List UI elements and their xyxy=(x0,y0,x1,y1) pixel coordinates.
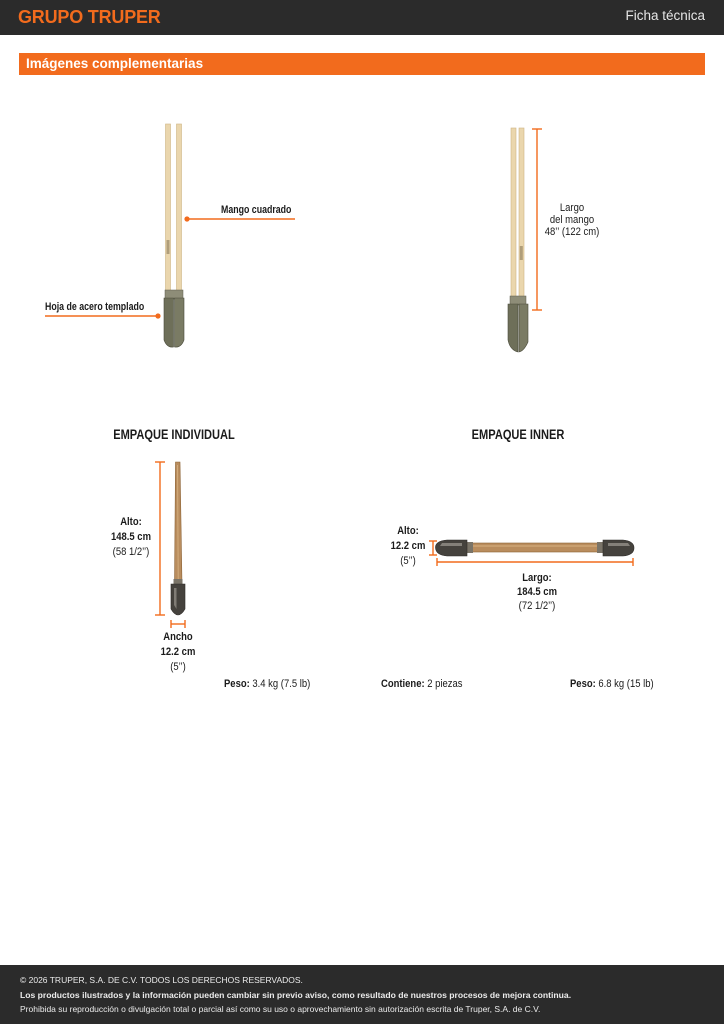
bundle-handle xyxy=(470,543,600,552)
handle-callout-line xyxy=(184,216,295,221)
inner-weight-caption: Peso: xyxy=(570,678,596,690)
inner-length-label xyxy=(503,571,572,613)
individual-package-image xyxy=(171,462,185,615)
digger-handle-left xyxy=(511,128,516,300)
inner-weight-value: 6.8 kg (15 lb) xyxy=(598,678,654,690)
individual-weight-caption: Peso: xyxy=(224,678,250,690)
digger-ferrule xyxy=(165,290,183,299)
digger-blade-left xyxy=(508,304,518,352)
digger-front-image xyxy=(164,124,184,347)
blade-sheen-right xyxy=(608,543,630,546)
inner-length-caption: Largo: xyxy=(522,572,552,584)
individual-weight-value: 3.4 kg (7.5 lb) xyxy=(252,678,311,690)
digger-handle-right xyxy=(177,124,182,296)
handle-length-label xyxy=(529,202,615,238)
digger-handle-right xyxy=(519,128,524,300)
digger-blade-right xyxy=(175,298,185,347)
handle-brand-mark xyxy=(167,240,170,254)
wrapped-blade xyxy=(171,584,185,615)
individual-width-cm: 12.2 cm xyxy=(160,646,196,658)
digger-side-image xyxy=(508,128,528,352)
individual-package-title: EMPAQUE INDIVIDUAL xyxy=(113,427,235,442)
footer-prohibition: Prohibida su reproducción o divulgación total o parcial así como su uso o aprovechamiento sin autorización escrita de Truper, S.A. de C.V. xyxy=(20,1004,541,1014)
inner-height-caption: Alto: xyxy=(397,525,419,537)
inner-contents-caption: Contiene: xyxy=(381,678,425,690)
individual-height-caption: Alto: xyxy=(120,516,142,528)
footer-notice: Los productos ilustrados y la información pueden cambiar sin previo aviso, como resultado de nuestros procesos de mejora continua. xyxy=(20,989,572,1000)
section-title: Imágenes complementarias xyxy=(26,56,204,71)
blade-sheen-left xyxy=(440,543,462,546)
handle-length-line1: Largo xyxy=(559,202,585,214)
blade-callout-line xyxy=(45,313,161,318)
digger-handle-left xyxy=(166,124,171,296)
inner-length-in: (72 1/2’’) xyxy=(518,600,556,612)
individual-height-label xyxy=(101,515,161,560)
inner-height-label xyxy=(378,524,438,569)
inner-contents-value: 2 piezas xyxy=(427,678,463,690)
individual-width-label xyxy=(148,630,208,675)
footer-bar xyxy=(0,965,724,1024)
inner-weight xyxy=(570,678,654,691)
individual-height-cm: 148.5 cm xyxy=(111,531,151,543)
inner-height-cm: 12.2 cm xyxy=(390,540,426,552)
inner-length-dimension-line xyxy=(437,558,633,566)
inner-contents xyxy=(381,678,463,691)
individual-width-caption: Ancho xyxy=(163,631,193,643)
individual-weight xyxy=(224,678,310,691)
inner-package-title: EMPAQUE INNER xyxy=(471,427,565,442)
footer-copyright: © 2026 TRUPER, S.A. DE C.V. TODOS LOS DERECHOS RESERVADOS. xyxy=(20,975,303,985)
handle-length-value xyxy=(529,226,615,238)
handle-brand-mark xyxy=(520,246,523,260)
bundle-blade-right xyxy=(603,540,634,556)
inner-length-cm: 184.5 cm xyxy=(517,586,557,598)
blade-feature-label: Hoja de acero templado xyxy=(45,301,145,313)
handle-feature-label: Mango cuadrado xyxy=(221,204,292,216)
digger-blade-left xyxy=(164,298,174,347)
inner-height-in: (5’’) xyxy=(400,555,416,567)
handle-length-inches: 48’’ xyxy=(544,226,560,238)
individual-width-in: (5’’) xyxy=(170,661,186,673)
individual-width-dimension-line xyxy=(171,620,185,628)
inner-package-image xyxy=(435,540,634,556)
digger-ferrule xyxy=(510,296,526,305)
bundle-blade-left xyxy=(435,540,467,556)
handle-length-cm: (122 cm) xyxy=(561,226,600,238)
digger-blade-right xyxy=(519,304,528,352)
handle-length-line2: del mango xyxy=(549,214,595,226)
brand-logo: GRUPO TRUPER xyxy=(18,7,161,27)
individual-height-in: (58 1/2’’) xyxy=(112,546,150,558)
document-type-label: Ficha técnica xyxy=(625,8,705,23)
